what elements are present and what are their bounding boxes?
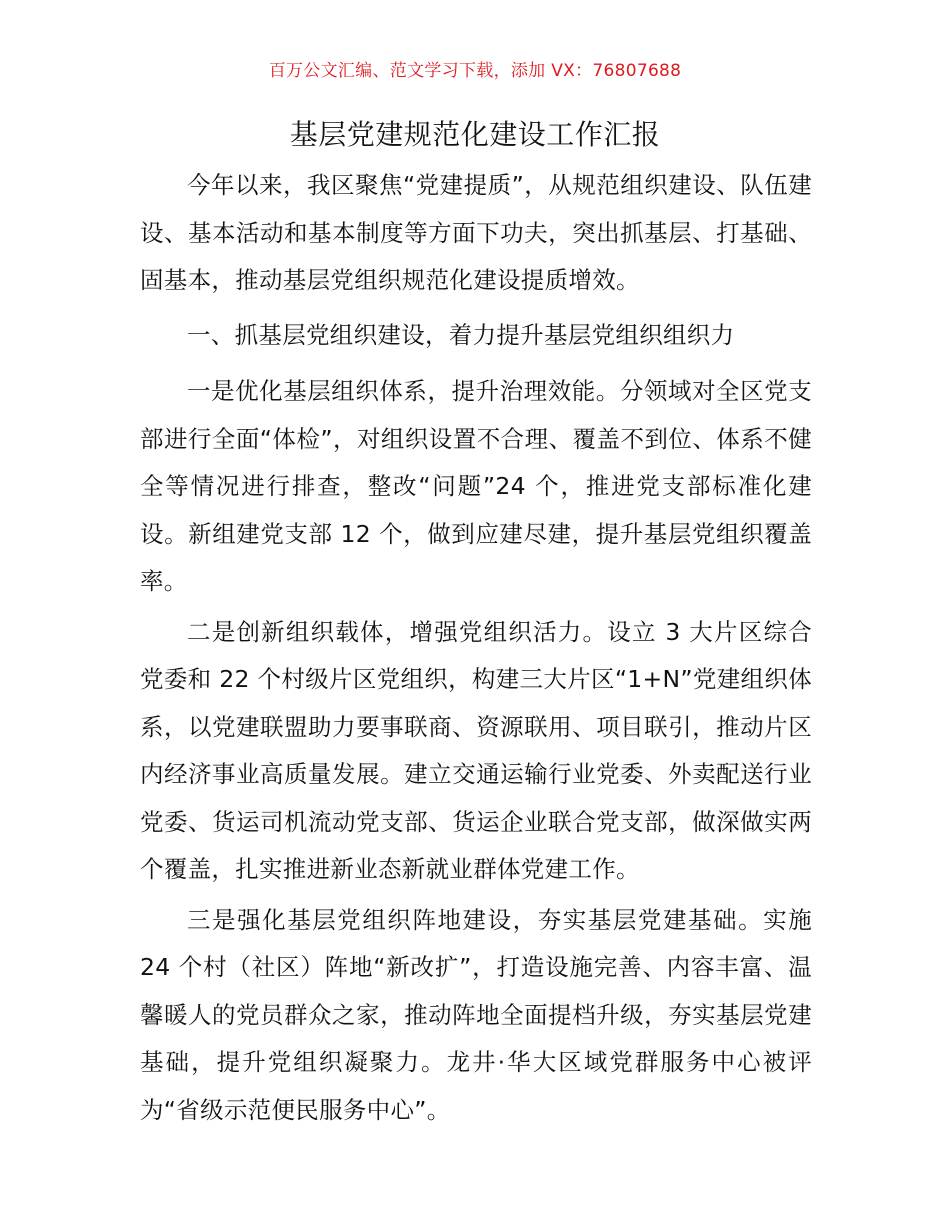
body-paragraph: 一是优化基层组织体系，提升治理效能。分领域对全区党支部进行全面“体检”，对组织设置不合理、覆盖不到位、体系不健全等情况进行排查，整改“问题”24 个，推进党支部标准化建设。新组建党支部 12 个，做到应建尽建，提升基层党组织覆盖率。 (140, 377, 812, 595)
section-heading: 一、抓基层党组织建设，着力提升基层党组织组织力 (187, 320, 735, 349)
body-paragraph: 三是强化基层党组织阵地建设，夯实基层党建基础。实施 24 个村（社区）阵地“新改扩”，打造设施完善、内容丰富、温馨暖人的党员群众之家，推动阵地全面提档升级，夯实基层党建基础，提升党组织凝聚力。龙井·华大区域党群服务中心被评为“省级示范便民服务中心”。 (140, 905, 812, 1124)
document-body (140, 162, 812, 1137)
intro-paragraph: 今年以来，我区聚焦“党建提质”，从规范组织建设、队伍建设、基本活动和基本制度等方面下功夫，突出抓基层、打基础、固基本，推动基层党组织规范化建设提质增效。 (140, 171, 812, 294)
watermark-header: 百万公文汇编、范文学习下载，添加 VX：76807688 (268, 61, 682, 81)
document-title: 基层党建规范化建设工作汇报 (289, 118, 661, 151)
body-paragraph: 二是创新组织载体，增强党组织活力。设立 3 大片区综合党委和 22 个村级片区党组织，构建三大片区“1+N”党建组织体系，以党建联盟助力要事联商、资源联用、项目联引，推动片区内经济事业高质量发展。建立交通运输行业党委、外卖配送行业党委、货运司机流动党支部、货运企业联合党支部，做深做实两个覆盖，扎实推进新业态新就业群体党建工作。 (140, 617, 812, 883)
